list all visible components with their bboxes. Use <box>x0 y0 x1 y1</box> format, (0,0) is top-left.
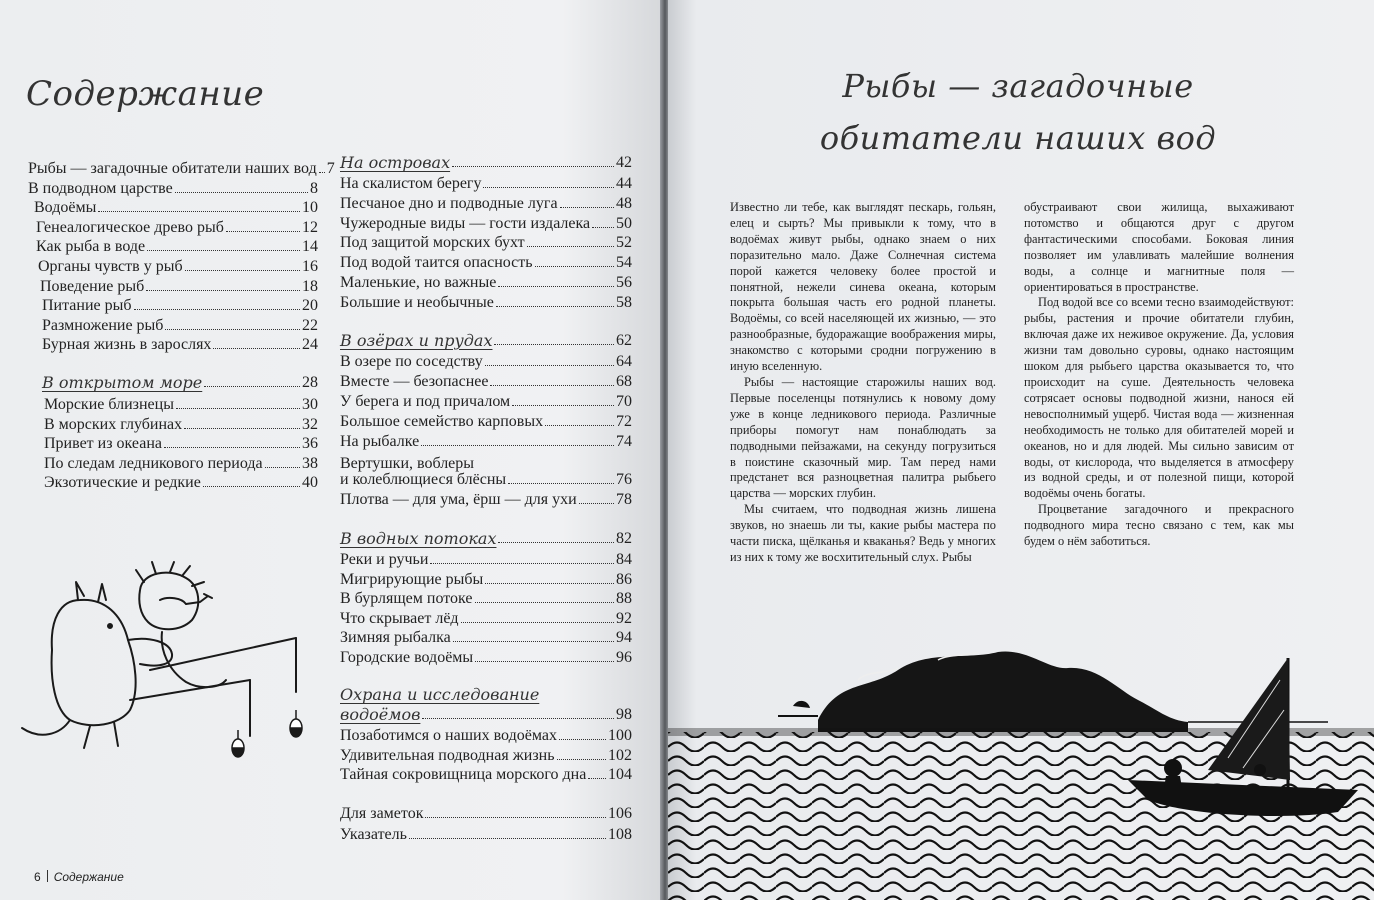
toc-entry-page: 18 <box>302 277 318 295</box>
toc-entry-label: В морских глубинах <box>44 415 183 433</box>
toc-leader-dots <box>490 385 614 386</box>
toc-section-heading <box>42 373 318 392</box>
toc-entry-label: Генеалогическое древо рыб <box>36 218 224 236</box>
toc-entry <box>44 416 318 434</box>
toc-entry-label: Вместе — безопаснее <box>340 373 489 390</box>
toc-entry-page: 106 <box>608 805 632 822</box>
toc-leader-dots <box>146 290 300 291</box>
toc-leader-dots <box>203 486 300 487</box>
toc-leader-dots <box>485 583 614 584</box>
toc-leader-dots <box>475 661 614 662</box>
toc-entry-page: 92 <box>616 609 632 627</box>
toc-entry-label: У берега и под причалом <box>340 393 511 410</box>
toc-entry-page: 16 <box>302 258 318 275</box>
footer-separator <box>47 870 48 882</box>
toc-entry-page: 30 <box>302 396 318 413</box>
toc-entry-label: На скалистом берегу <box>340 175 482 192</box>
toc-leader-dots <box>483 187 614 188</box>
paragraph: Процветание загадочного и прекрасного подводного мира тесно связано с тем, как мы будем о нём заботиться. <box>1024 502 1294 549</box>
toc-entry-label: В озере по соседству <box>340 353 483 370</box>
toc-entry <box>340 353 632 371</box>
toc-entry-label: Мигрирующие рыбы <box>340 570 484 588</box>
toc-entry <box>340 393 632 411</box>
toc-leader-dots <box>557 759 607 760</box>
toc-leader-dots <box>134 309 300 310</box>
toc-entry <box>28 160 335 178</box>
toc-leader-dots <box>165 329 300 330</box>
toc-leader-dots <box>98 211 300 212</box>
page-footer <box>34 870 124 884</box>
toc-entry <box>340 610 632 628</box>
right-page <box>668 0 1374 900</box>
toc-entry-page: 52 <box>616 234 632 252</box>
toc-entry <box>340 471 632 489</box>
toc-entry <box>340 274 632 292</box>
toc-entry-label: Органы чувств у рыб <box>38 258 183 275</box>
toc-entry <box>44 396 318 414</box>
paragraph: обустраивают свои жилища, выхаживают потомство и общаются друг с другом фантастическими способами. Боковая линия позволяет им улавливать малейшие волнения воды, а солнце и магнитные поля — ориентироваться в пространстве. <box>1024 200 1294 294</box>
toc-section-heading <box>340 705 632 724</box>
toc-entry-page: 78 <box>616 491 632 508</box>
toc-leader-dots <box>422 718 614 719</box>
toc-entry-label: Морские близнецы <box>44 396 174 413</box>
toc-leader-dots <box>512 405 614 406</box>
toc-leader-dots <box>452 166 614 167</box>
toc-entry <box>340 175 632 193</box>
toc-entry-page: 38 <box>302 454 318 472</box>
article-title-line1: Рыбы — загадочные <box>842 67 1194 105</box>
toc-entry-label: В бурлящем потоке <box>340 590 473 608</box>
toc-entry-label: Большое семейство карповых <box>340 413 544 430</box>
toc-entry-page: 32 <box>302 415 318 433</box>
toc-entry-page: 84 <box>616 551 632 568</box>
toc-entry-page: 58 <box>616 293 632 311</box>
toc-entry-label: По следам ледникового периода <box>44 454 263 472</box>
toc-entry-label: Зимняя рыбалка <box>340 629 451 647</box>
paragraph: Мы считаем, что подводная жизнь лишена звуков, но знаешь ли ты, какие рыбы мастера по части писка, щёлканья и кваканья? Ведь у многих из них к тому же восхитительный слух. Рыбы <box>730 502 996 564</box>
toc-entry-page: 76 <box>616 471 632 488</box>
toc-entry-label: В озёрах и прудах <box>340 331 493 350</box>
toc-entry-page: 72 <box>616 413 632 430</box>
toc-entry-label: Чужеродные виды — гости издалека <box>340 214 591 232</box>
toc-entry <box>42 297 318 315</box>
toc-leader-dots <box>475 602 615 603</box>
toc-leader-dots <box>175 192 308 193</box>
toc-entry-page: 56 <box>616 274 632 291</box>
toc-entry-label: Как рыба в воде <box>36 238 146 256</box>
toc-leader-dots <box>508 483 614 484</box>
toc-entry-label: Городские водоёмы <box>340 649 474 666</box>
toc-entry-page: 74 <box>616 433 632 450</box>
toc-leader-dots <box>588 778 606 779</box>
toc-entry-page: 98 <box>616 706 632 723</box>
toc-entry <box>340 766 632 784</box>
toc-entry <box>340 727 632 745</box>
toc-entry-page: 88 <box>616 590 632 608</box>
toc-entry-page: 104 <box>608 766 632 784</box>
toc-entry <box>42 336 318 354</box>
toc-entry-label: водоёмов <box>340 705 421 724</box>
toc-leader-dots <box>409 838 606 839</box>
toc-entry-page: 64 <box>616 353 632 370</box>
toc-entry-page: 24 <box>302 336 318 354</box>
toc-entry-label: В открытом море <box>42 373 203 392</box>
toc-entry-label: Размножение рыб <box>42 316 164 334</box>
toc-entry-page: 36 <box>302 435 318 452</box>
toc-section-heading <box>340 529 632 548</box>
toc-leader-dots <box>319 172 325 173</box>
toc-entry <box>340 234 632 252</box>
toc-entry <box>38 258 318 276</box>
toc-entry-label: Что скрывает лёд <box>340 609 459 627</box>
article-column-1 <box>730 200 996 566</box>
toc-entry <box>44 435 318 453</box>
toc-entry-page: 108 <box>608 826 632 843</box>
toc-title: Содержание <box>26 74 265 114</box>
toc-entry-label: Большие и необычные <box>340 293 494 311</box>
toc-entry-page: 28 <box>302 374 318 391</box>
toc-entry-label: На островах <box>340 153 451 172</box>
toc-entry-page: 62 <box>616 332 632 349</box>
toc-entry-label: В подводном царстве <box>28 179 173 197</box>
footer-title: Содержание <box>53 870 124 884</box>
toc-leader-dots <box>461 622 614 623</box>
toc-entry-page: 42 <box>616 154 632 171</box>
toc-entry <box>340 195 632 213</box>
toc-entry-page: 100 <box>608 727 632 744</box>
toc-entry-page: 10 <box>302 199 318 217</box>
toc-leader-dots <box>425 817 606 818</box>
toc-entry <box>340 551 632 569</box>
toc-leader-dots <box>498 286 614 287</box>
toc-leader-dots <box>204 386 300 387</box>
toc-entry-label: В водных потоках <box>340 529 497 548</box>
toc-entry <box>44 455 318 473</box>
toc-entry-label: Бурная жизнь в зарослях <box>42 336 212 354</box>
toc-entry-label: Для заметок <box>340 805 424 822</box>
toc-entry-page: 94 <box>616 629 632 647</box>
toc-entry-page: 44 <box>616 175 632 192</box>
toc-entry-label: и колеблющиеся блёсны <box>340 471 507 488</box>
toc-entry <box>36 219 318 237</box>
toc-leader-dots <box>421 445 614 446</box>
toc-entry-label: Песчаное дно и подводные луга <box>340 194 558 212</box>
toc-leader-dots <box>545 425 614 426</box>
toc-entry <box>42 317 318 335</box>
toc-leader-dots <box>559 739 606 740</box>
paragraph: Под водой все со всеми тесно взаимодействуют: рыбы, растения и прочие обитатели глубин, включая даже их неживое окружение. Да, условия жизни там довольно суровы, однако настоящим шоком для рыбьего царства оказывается то, что происходит на суше. Деятельность человека сотрясает основы подводной жизни, нанося ей невосполнимый ущерб. Чистая вода — жизненная необходимость не только для обитателей морей и океанов, но и для людей. Мы сильно зависим от воды, от кислорода, что выделяется в атмосферу из водной среды, и от полезной пищи, которой водоёмы очень богаты. <box>1024 295 1294 501</box>
toc-entry-label: Охрана и исследование <box>340 685 540 704</box>
toc-entry-label: Экзотические и редкие <box>44 474 201 491</box>
toc-leader-dots <box>560 207 614 208</box>
toc-entry-page: 86 <box>616 570 632 588</box>
toc-leader-dots <box>164 447 300 448</box>
toc-entry <box>340 215 632 233</box>
toc-entry <box>340 571 632 589</box>
toc-leader-dots <box>147 250 300 251</box>
toc-entry-page: 7 <box>326 160 335 177</box>
paragraph: Известно ли тебе, как выглядят пескарь, гольян, елец и сырть? Мы привыкли к тому, что в водоёмах живут рыбы, однако знаем о них поразительно мало. Даже Солнечная система порой кажется человеку более простой и понятной, нежели синева океана, которым покрыта большая часть его родной планеты. Водоёмы, со всей населяющей их жизнью, — это разнообразные, будоражащие воображения миры, знакомство с которыми сродни погружению в иную вселенную. <box>730 200 996 374</box>
toc-entry-label: Плотва — для ума, ёрш — для ухи <box>340 491 577 508</box>
toc-entry-label: Поведение рыб <box>40 277 145 295</box>
toc-leader-dots <box>430 563 614 564</box>
toc-entry-page: 54 <box>616 254 632 272</box>
toc-entry-label: Указатель <box>340 826 407 843</box>
toc-entry <box>340 413 632 431</box>
toc-entry-label: Под водой таится опасность <box>340 254 533 272</box>
toc-leader-dots <box>184 428 300 429</box>
toc-entry-label: Тайная сокровищница морского дна <box>340 766 587 784</box>
toc-entry-label: Удивительная подводная жизнь <box>340 746 555 764</box>
toc-entry <box>28 180 318 198</box>
toc-entry-label: Реки и ручьи <box>340 551 429 568</box>
toc-leader-dots <box>496 306 614 307</box>
toc-entry-label: На рыбалке <box>340 433 420 450</box>
toc-leader-dots <box>494 344 614 345</box>
toc-entry-page: 8 <box>310 179 318 197</box>
paragraph: Рыбы — настоящие старожилы наших вод. Первые поселенцы потянулись к новому дому уже в конце ледникового периода. Различные приборы помогут нам понаблюдать за подводными пейзажами, на секунду погрузиться в поистине сказочный мир. Там перед нами предстанет вся разноцветная палитра рыбьего царства — морских глубин. <box>730 374 996 501</box>
toc-entry-page: 70 <box>616 393 632 410</box>
toc-entry <box>340 649 632 667</box>
toc-section-heading <box>340 331 632 350</box>
toc-leader-dots <box>485 365 614 366</box>
toc-leader-dots <box>527 246 614 247</box>
article-column-2 <box>1024 200 1294 550</box>
toc-leader-dots <box>265 467 300 468</box>
toc-entry <box>36 238 318 256</box>
article-title <box>818 60 1218 164</box>
toc-entry-page: 20 <box>302 297 318 315</box>
toc-entry-page: 22 <box>302 316 318 334</box>
toc-leader-dots <box>226 231 300 232</box>
page-number: 6 <box>34 870 41 884</box>
toc-leader-dots <box>535 266 614 267</box>
toc-entry-page: 48 <box>616 194 632 212</box>
toc-entry-label: Водоёмы <box>34 199 97 217</box>
toc-leader-dots <box>213 348 300 349</box>
toc-entry <box>340 433 632 451</box>
toc-entry-page: 40 <box>302 474 318 491</box>
toc-entry-label: Маленькие, но важные <box>340 274 497 291</box>
toc-entry-page: 50 <box>616 214 632 232</box>
article-title-line2: обитатели наших вод <box>819 119 1217 157</box>
toc-entry-label: Привет из океана <box>44 435 162 452</box>
toc-leader-dots <box>185 270 300 271</box>
toc-entry <box>340 254 632 272</box>
toc-entry-label: Вертушки, воблеры <box>340 455 475 472</box>
toc-leader-dots <box>579 503 614 504</box>
toc-entry <box>340 590 632 608</box>
toc-entry <box>340 294 632 312</box>
toc-entry-label: Под защитой морских бухт <box>340 234 525 252</box>
sea-islands-sailboat-illustration <box>668 640 1374 900</box>
toc-entry-page: 68 <box>616 373 632 390</box>
left-page <box>0 0 662 900</box>
toc-entry-label: Позаботимся о наших водоёмах <box>340 727 557 744</box>
toc-entry <box>340 491 632 509</box>
toc-entry <box>44 474 318 492</box>
toc-entry <box>340 629 632 647</box>
toc-entry <box>340 373 632 391</box>
toc-entry-page: 14 <box>302 238 318 256</box>
toc-entry-label: Питание рыб <box>42 297 132 315</box>
toc-leader-dots <box>176 408 300 409</box>
toc-section-heading <box>340 153 632 172</box>
toc-entry-page: 96 <box>616 649 632 666</box>
toc-section-heading <box>340 685 539 704</box>
toc-leader-dots <box>498 542 614 543</box>
toc-entry <box>340 826 632 844</box>
toc-leader-dots <box>592 227 614 228</box>
toc-entry-page: 12 <box>302 218 318 236</box>
toc-entry-page: 102 <box>608 746 632 764</box>
toc-entry-page: 82 <box>616 530 632 547</box>
toc-entry-label: Рыбы — загадочные обитатели наших вод <box>28 160 317 177</box>
toc-leader-dots <box>453 641 614 642</box>
toc-entry <box>34 199 318 217</box>
toc-entry <box>40 278 318 296</box>
toc-entry <box>340 747 632 765</box>
toc-entry <box>340 805 632 823</box>
moomin-fishing-illustration <box>10 560 330 790</box>
